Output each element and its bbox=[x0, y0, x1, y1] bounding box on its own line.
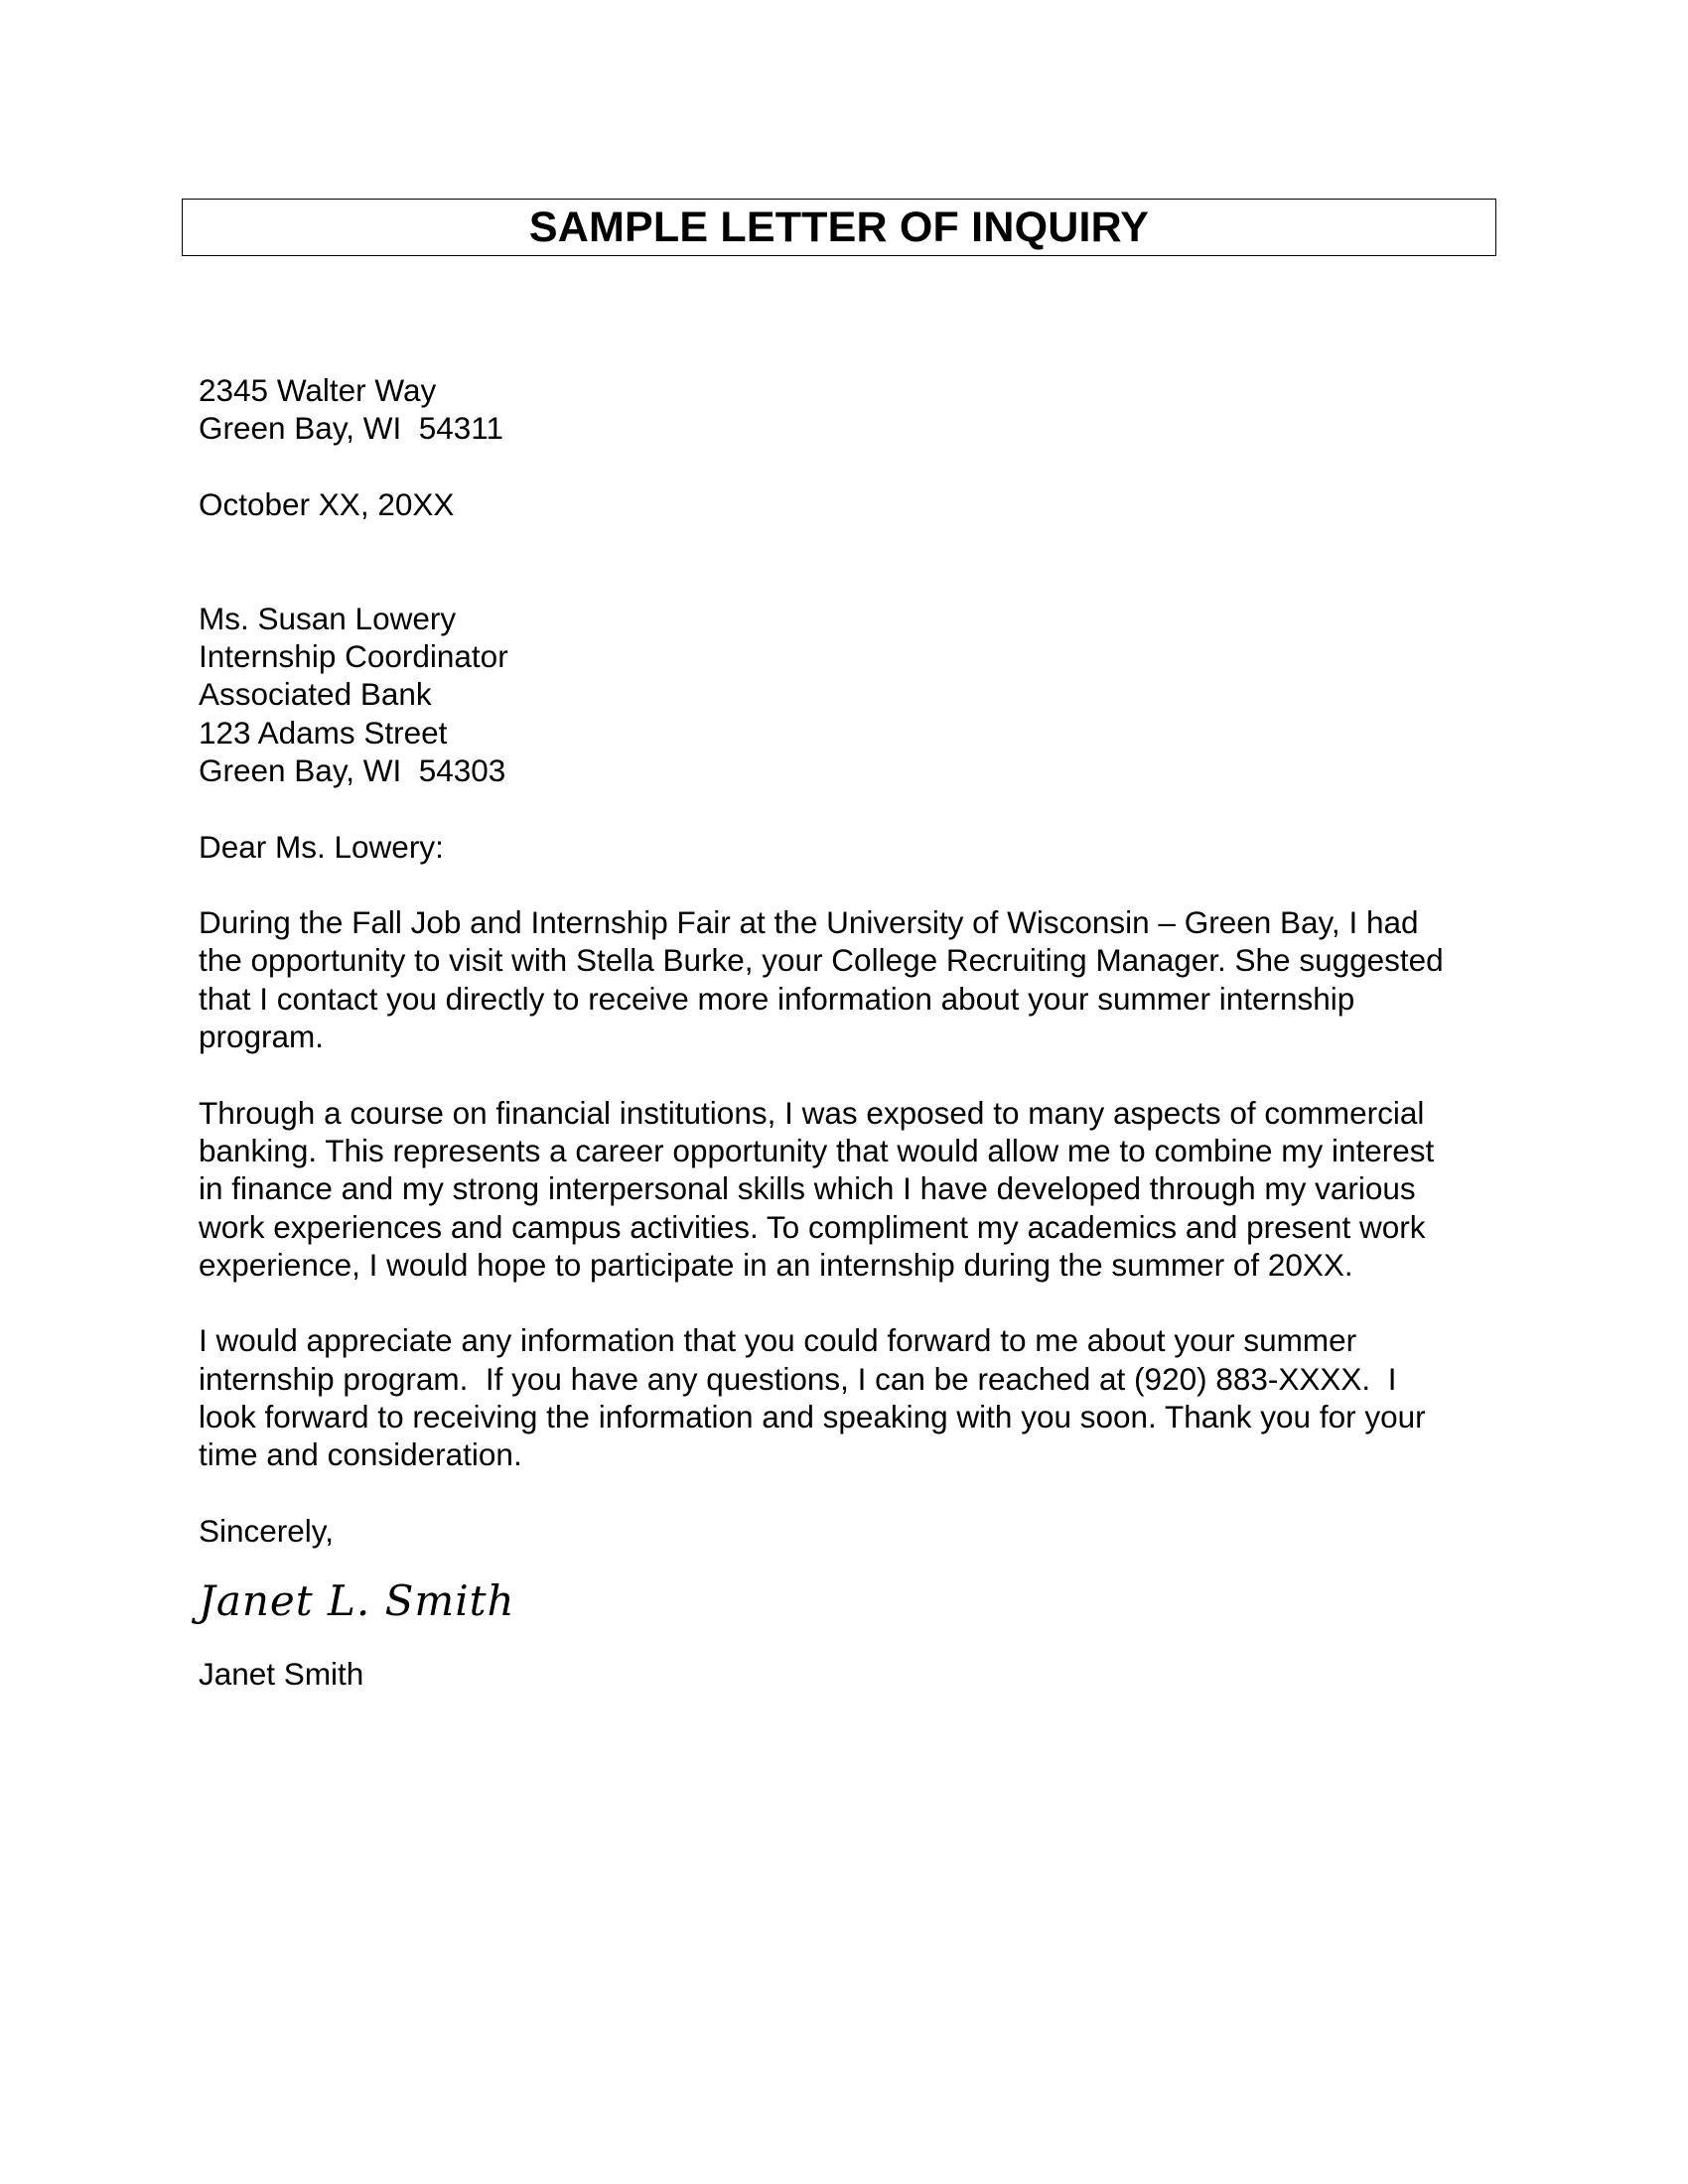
paragraph-line: During the Fall Job and Internship Fair at the University of Wisconsin – Green Bay, I had bbox=[199, 904, 1419, 941]
paragraph-line: time and consideration. bbox=[199, 1436, 522, 1473]
recipient-street: 123 Adams Street bbox=[199, 714, 448, 751]
recipient-address bbox=[199, 600, 1499, 789]
sender-address bbox=[199, 371, 1499, 448]
paragraph-2 bbox=[199, 1094, 1499, 1284]
handwritten-signature: Janet L. Smith bbox=[199, 1576, 515, 1626]
typed-name: Janet Smith bbox=[199, 1656, 364, 1693]
paragraph-line: work experiences and campus activities. To compliment my academics and present work bbox=[199, 1208, 1426, 1245]
recipient-title: Internship Coordinator bbox=[199, 638, 508, 675]
paragraph-line: program. bbox=[199, 1019, 325, 1055]
sender-street: 2345 Walter Way bbox=[199, 372, 437, 408]
letter-date: October XX, 20XX bbox=[199, 485, 455, 522]
paragraph-1 bbox=[199, 903, 1499, 1055]
sender-city: Green Bay, WI 54311 bbox=[199, 410, 503, 447]
paragraph-line: that I contact you directly to receive more information about your summer internship bbox=[199, 980, 1355, 1017]
paragraph-line: look forward to receiving the information and speaking with you soon. Thank you for your bbox=[199, 1399, 1426, 1435]
paragraph-3 bbox=[199, 1321, 1499, 1473]
paragraph-line: internship program. If you have any questions, I can be reached at (920) 883-XXXX. I bbox=[199, 1360, 1397, 1397]
paragraph-line: experience, I would hope to participate in an internship during the summer of 20XX. bbox=[199, 1246, 1353, 1283]
recipient-city: Green Bay, WI 54303 bbox=[199, 751, 506, 788]
closing: Sincerely, bbox=[199, 1512, 334, 1549]
letter-body bbox=[199, 371, 1499, 1694]
paragraph-line: the opportunity to visit with Stella Burke, your College Recruiting Manager. She suggested bbox=[199, 942, 1444, 979]
title-box bbox=[182, 199, 1496, 256]
paragraph-line: Through a course on financial institutions, I was exposed to many aspects of commercial bbox=[199, 1094, 1425, 1131]
salutation: Dear Ms. Lowery: bbox=[199, 828, 444, 865]
letter-title: SAMPLE LETTER OF INQUIRY bbox=[528, 203, 1150, 251]
recipient-company: Associated Bank bbox=[199, 676, 432, 713]
paragraph-line: I would appreciate any information that you could forward to me about your summer bbox=[199, 1322, 1357, 1359]
paragraph-line: banking. This represents a career opportunity that would allow me to combine my interest bbox=[199, 1132, 1435, 1168]
recipient-name: Ms. Susan Lowery bbox=[199, 600, 457, 636]
paragraph-line: in finance and my strong interpersonal skills which I have developed through my various bbox=[199, 1170, 1416, 1207]
